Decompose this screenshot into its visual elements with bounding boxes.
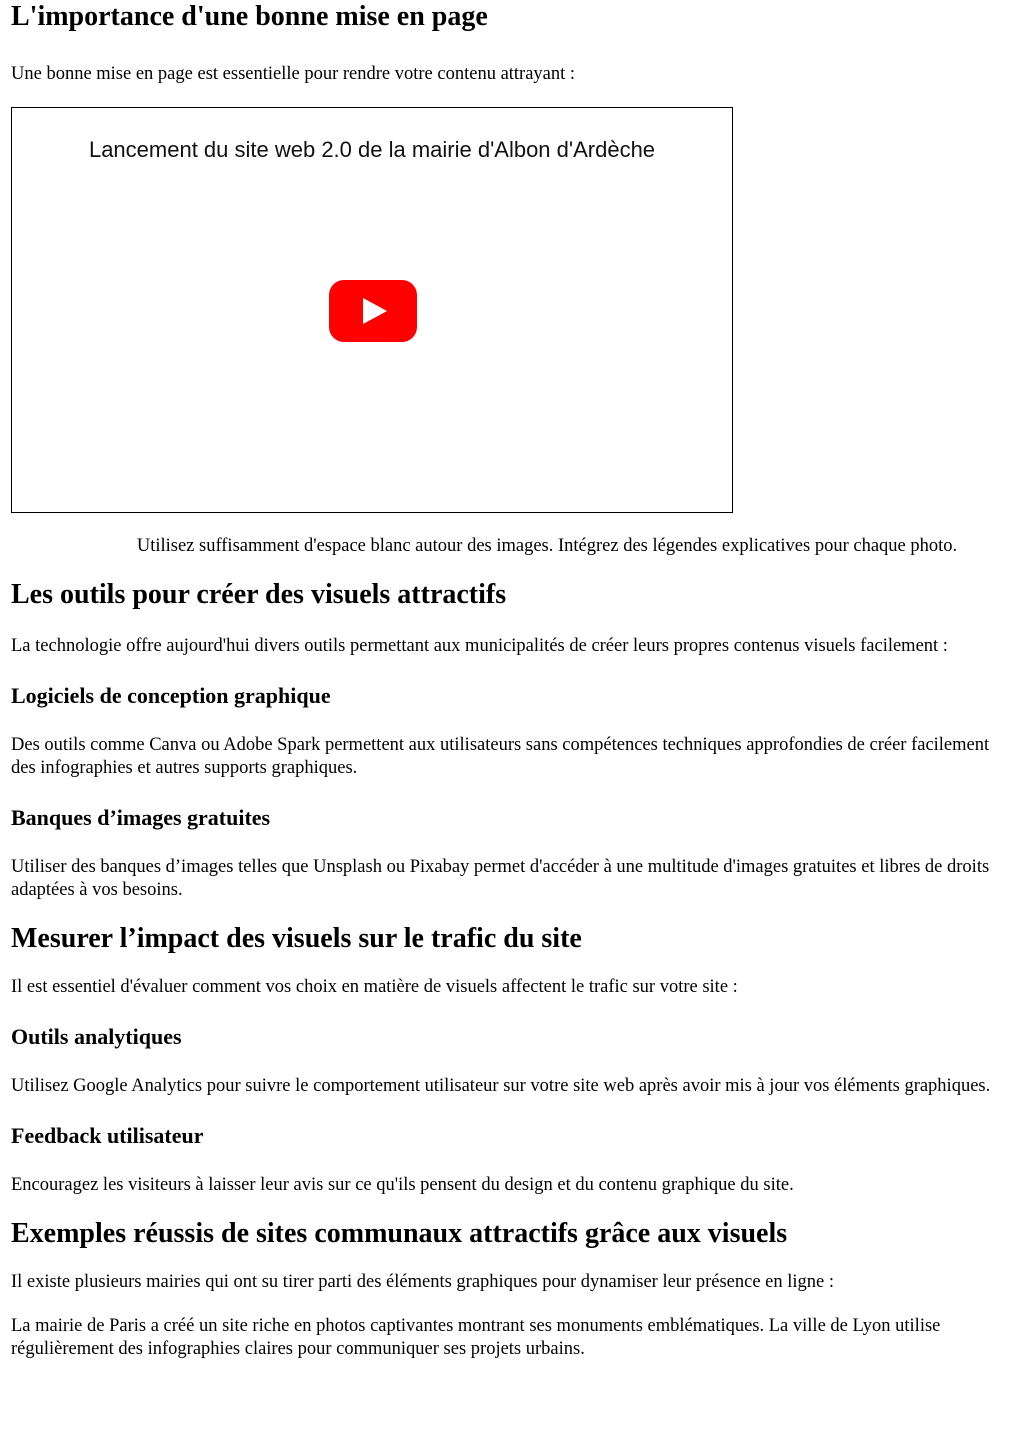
text-exemples: La mairie de Paris a créé un site riche en photos captivantes montrant ses monuments emblématiques. La ville de Lyon utilise régulièrement des infographies claires pour communiquer ses projets urbains. (11, 1316, 941, 1359)
heading-exemples: Exemples réussis de sites communaux attractifs grâce aux visuels (11, 1218, 788, 1249)
play-button[interactable] (329, 280, 417, 342)
text-outils-analytiques: Utilisez Google Analytics pour suivre le comportement utilisateur sur votre site web après avoir mis à jour vos éléments graphiques. (11, 1076, 991, 1096)
subheading-feedback: Feedback utilisateur (11, 1123, 204, 1148)
text-banques-images: Utiliser des banques d’images telles que Unsplash ou Pixabay permet d'accéder à une multitude d'images gratuites et libres de droits adaptées à vos besoins. (11, 857, 990, 900)
heading-outils: Les outils pour créer des visuels attractifs (11, 579, 507, 610)
image-caption: Utilisez suffisamment d'espace blanc autour des images. Intégrez des légendes explicatives pour chaque photo. (136, 536, 958, 556)
video-title[interactable]: Lancement du site web 2.0 de la mairie d'Albon d'Ardèche (88, 137, 656, 162)
text-logiciels: Des outils comme Canva ou Adobe Spark permettent aux utilisateurs sans compétences techniques approfondies de créer facilement des infographies et autres supports graphiques. (11, 735, 990, 778)
video-embed[interactable] (11, 107, 733, 513)
intro-mise-en-page: Une bonne mise en page est essentielle pour rendre votre contenu attrayant : (11, 64, 576, 84)
intro-exemples: Il existe plusieurs mairies qui ont su tirer parti des éléments graphiques pour dynamiser leur présence en ligne : (11, 1272, 835, 1292)
intro-outils: La technologie offre aujourd'hui divers outils permettant aux municipalités de créer leurs propres contenus visuels facilement : (11, 636, 948, 656)
subheading-banques-images: Banques d’images gratuites (11, 805, 271, 830)
heading-mise-en-page: L'importance d'une bonne mise en page (11, 1, 488, 32)
subheading-logiciels: Logiciels de conception graphique (11, 683, 331, 708)
subheading-outils-analytiques: Outils analytiques (11, 1024, 182, 1049)
youtube-play-icon[interactable] (329, 280, 417, 342)
text-feedback: Encouragez les visiteurs à laisser leur avis sur ce qu'ils pensent du design et du contenu graphique du site. (11, 1175, 794, 1195)
intro-mesurer-impact: Il est essentiel d'évaluer comment vos choix en matière de visuels affectent le trafic sur votre site : (11, 977, 738, 997)
heading-mesurer-impact: Mesurer l’impact des visuels sur le trafic du site (11, 923, 582, 954)
